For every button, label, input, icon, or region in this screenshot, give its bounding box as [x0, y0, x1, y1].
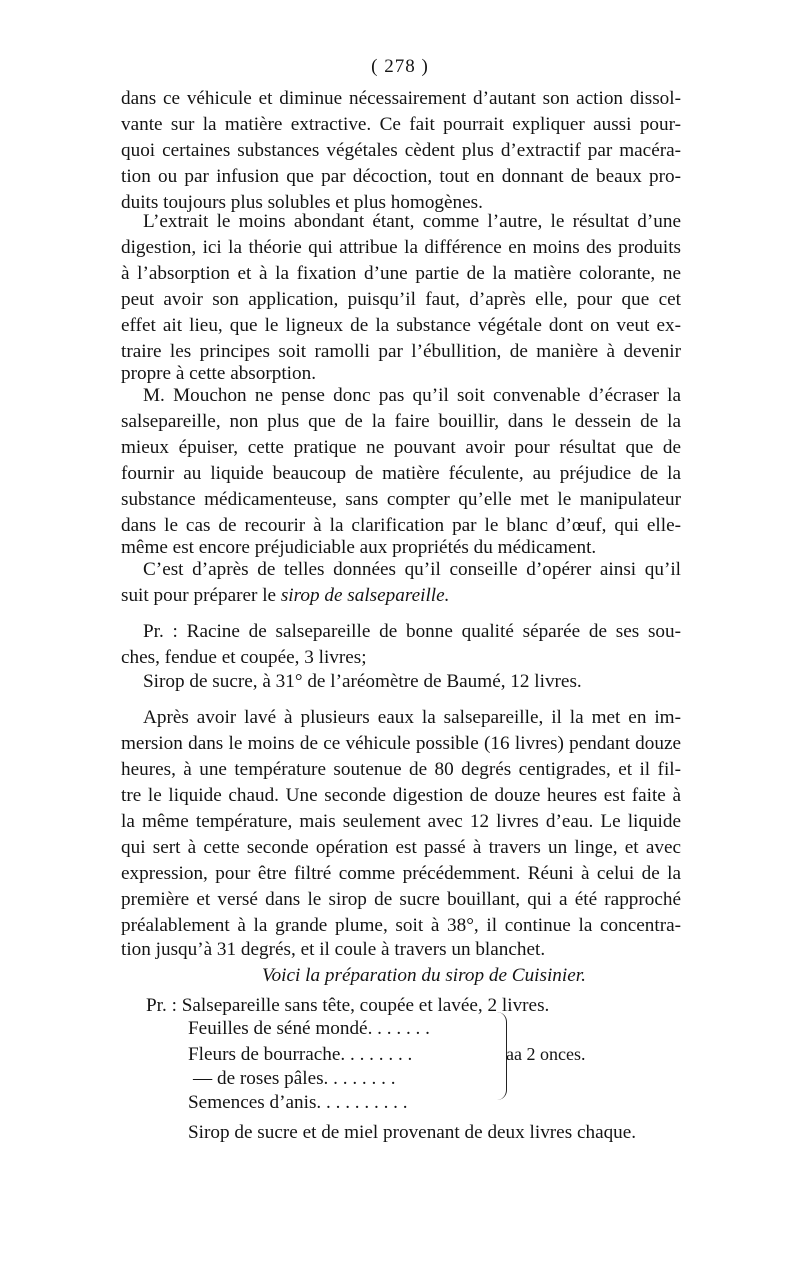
text-line: C’est d’après de telles données qu’il conseille d’opérer ainsi qu’il	[143, 559, 681, 580]
text-line: Après avoir lavé à plusieurs eaux la salsepareille, il la met en im-	[143, 707, 681, 728]
text-line: ches, fendue et coupée, 3 livres;	[121, 647, 367, 668]
text-line: vante sur la matière extractive. Ce fait pourrait expliquer aussi pour-	[121, 114, 681, 135]
text-line: préalablement à la grande plume, soit à 38°, il continue la concentra-	[121, 915, 681, 936]
text-line: mieux épuiser, cette pratique ne pouvant avoir pour résultat que de	[121, 437, 681, 458]
text-line: tre le liquide chaud. Une seconde digestion de douze heures est faite à	[121, 785, 681, 806]
text-line: M. Mouchon ne pense donc pas qu’il soit convenable d’écraser la	[143, 385, 681, 406]
text-line: propre à cette absorption.	[121, 363, 316, 384]
quantity-label: aa 2 onces.	[506, 1044, 586, 1064]
ingredient-senna: Feuilles de séné mondé. . . . . . .	[188, 1018, 430, 1039]
text-line: première et versé dans le sirop de sucre bouillant, qui a été rapproché	[121, 889, 681, 910]
text-line: expression, pour être filtré comme précédemment. Réuni à celui de la	[121, 863, 681, 884]
text-line: qui sert à cette seconde opération est passé à travers un linge, et avec	[121, 837, 681, 858]
text-line: tion jusqu’à 31 degrés, et il coule à travers un blanchet.	[121, 939, 546, 960]
text-line: Sirop de sucre et de miel provenant de deux livres chaque.	[188, 1122, 637, 1143]
text-line: effet ait lieu, que le ligneux de la substance végétale dont on veut ex-	[121, 315, 681, 336]
text-line: quoi certaines substances végétales cèdent plus d’extractif par macéra-	[121, 140, 681, 161]
text-line: duits toujours plus solubles et plus homogènes.	[121, 192, 483, 213]
text-line: traire les principes soit ramolli par l’ébullition, de manière à devenir	[121, 341, 681, 362]
text-line: Pr. : Racine de salsepareille de bonne qualité séparée de ses sou-	[143, 621, 681, 642]
text-line: dans ce véhicule et diminue nécessairement d’autant son action dissol-	[121, 88, 681, 109]
text-line: peut avoir son application, puisqu’il faut, d’après elle, pour que cet	[121, 289, 681, 310]
text-line: substance médicamenteuse, sans compter qu’elle met le manipulateur	[121, 489, 681, 510]
page-number: ( 278 )	[371, 56, 429, 77]
text-line: mersion dans le moins de ce véhicule possible (16 livres) pendant douze	[121, 733, 681, 754]
text-line: même est encore préjudiciable aux propriétés du médicament.	[121, 537, 597, 558]
text-line: tion ou par infusion que par décoction, tout en donnant de beaux pro-	[121, 166, 681, 187]
section-heading: Voici la préparation du sirop de Cuisinier.	[262, 965, 586, 986]
text-line: digestion, ici la théorie qui attribue la différence en moins des produits	[121, 237, 681, 258]
text-line	[121, 584, 681, 608]
ingredient-anise: Semences d’anis. . . . . . . . . .	[188, 1092, 408, 1113]
text-line: salsepareille, non plus que de la faire bouillir, dans le dessein de la	[121, 411, 681, 432]
ingredient-roses: — de roses pâles. . . . . . . .	[193, 1068, 396, 1089]
text-line: à l’absorption et à la fixation d’une partie de la matière colorante, ne	[121, 263, 681, 284]
text-line: Pr. : Salsepareille sans tête, coupée et lavée, 2 livres.	[146, 995, 550, 1016]
text-line: fournir au liquide beaucoup de matière féculente, au préjudice de la	[121, 463, 681, 484]
ingredient-borage: Fleurs de bourrache. . . . . . . .	[188, 1044, 413, 1065]
recipe-title: sirop de salsepareille.	[280, 585, 450, 606]
text-span: suit pour préparer le	[121, 585, 277, 606]
text-line: heures, à une température soutenue de 80 degrés centigrades, et il fil-	[121, 759, 681, 780]
text-line: la même température, mais seulement avec 12 livres d’eau. Le liquide	[121, 811, 681, 832]
text-line: L’extrait le moins abondant étant, comme l’autre, le résultat d’une	[143, 211, 681, 232]
text-line: Sirop de sucre, à 31° de l’aréomètre de Baumé, 12 livres.	[143, 671, 582, 692]
text-line: dans le cas de recourir à la clarification par le blanc d’œuf, qui elle-	[121, 515, 681, 536]
